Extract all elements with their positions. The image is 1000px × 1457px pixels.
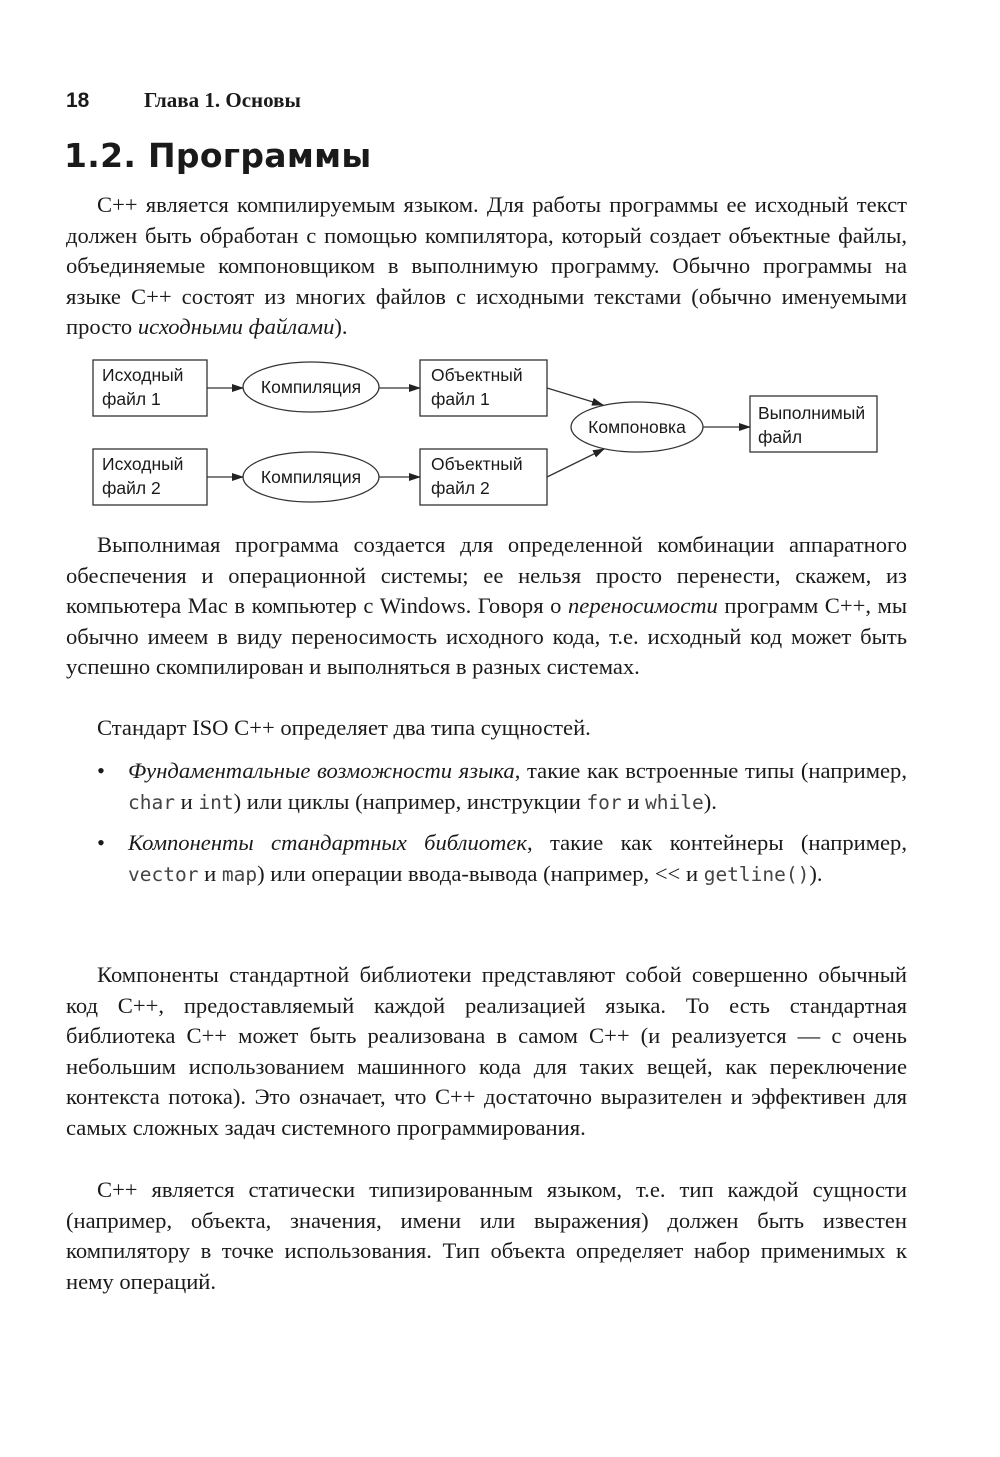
chapter-title: Глава 1. Основы bbox=[144, 88, 301, 112]
object-file-2-line1: Объектный bbox=[431, 454, 523, 474]
compile-2-label: Компиляция bbox=[260, 467, 362, 487]
paragraph-standard: Стандарт ISO C++ определяет два типа сущностей. bbox=[97, 715, 591, 740]
object-file-1-line1: Объектный bbox=[431, 365, 523, 385]
term-source-files: исходными файлами bbox=[137, 314, 335, 340]
section-title: 1.2. Программы bbox=[64, 136, 372, 175]
page-number: 18 bbox=[66, 89, 90, 112]
term-portability: переносимости bbox=[568, 593, 718, 619]
entity-types-list bbox=[66, 756, 907, 900]
arrow-obj2-link bbox=[547, 449, 604, 477]
source-file-2-line1: Исходный bbox=[102, 454, 184, 474]
executable-line2: файл bbox=[758, 427, 803, 447]
paragraph-stdlib: Компоненты стандартной библиотеки представляют собой совершенно обычный код C++, предоставляемый каждой реализацией языка. То есть стандартная библиотека C++ может быть реализована в самом C++ (и реализуется — с очень небольшим использованием машинного кода для таких вещей, как переключение контекста потока). Это означает, что C++ достаточно выразителен и эффективен для самых сложных задач системного программирования. bbox=[66, 962, 907, 1140]
paragraph-static-typing: C++ является статически типизированным языком, т.е. тип каждой сущности (например, объекта, значения, имени или выражения) должен быть известен компилятору в точке использования. Тип объекта определяет набор применимых к нему операций. bbox=[66, 1177, 907, 1294]
paragraph-intro: C++ является компилируемым языком. Для работы программы ее исходный текст должен быть обработан с помощью компилятора, который создает объектные файлы, объединяемые компоновщиком в выполнимую программу. Обычно программы на языке C++ состоят из многих файлов с исходными текстами (обычно именуемыми просто исходными файлами). bbox=[66, 192, 907, 340]
source-file-1-line2: файл 1 bbox=[102, 389, 161, 409]
bullet-icon: • bbox=[97, 758, 105, 783]
compilation-diagram bbox=[0, 0, 1000, 520]
source-file-2-line2: файл 2 bbox=[102, 478, 161, 498]
executable-line1: Выполнимый bbox=[758, 403, 866, 423]
compile-1-label: Компиляция bbox=[260, 377, 362, 397]
list-item: • Фундаментальные возможности языка, такие как встроенные типы (например, char и int) или циклы (например, инструкции for и while). bbox=[97, 758, 907, 814]
source-file-1-line1: Исходный bbox=[102, 365, 184, 385]
object-file-2-line2: файл 2 bbox=[431, 478, 490, 498]
list-item: • Компоненты стандартных библиотек, такие как контейнеры (например, vector и map) или операции ввода-вывода (например, << и getline()). bbox=[97, 830, 907, 886]
paragraph-portability: Выполнимая программа создается для определенной комбинации аппаратного обеспечения и операционной системы; ее нельзя просто перенести, скажем, из компьютера Mac в компьютер с Windows. Говоря о переносимости программ C++, мы обычно имеем в виду переносимость исходного кода, т.е. исходный код может быть успешно скомпилирован и выполняться в разных системах. bbox=[66, 532, 907, 680]
arrow-obj1-link bbox=[547, 388, 603, 405]
object-file-1-line2: файл 1 bbox=[431, 389, 490, 409]
link-label: Компоновка bbox=[588, 417, 686, 437]
bullet-icon: • bbox=[97, 830, 105, 856]
